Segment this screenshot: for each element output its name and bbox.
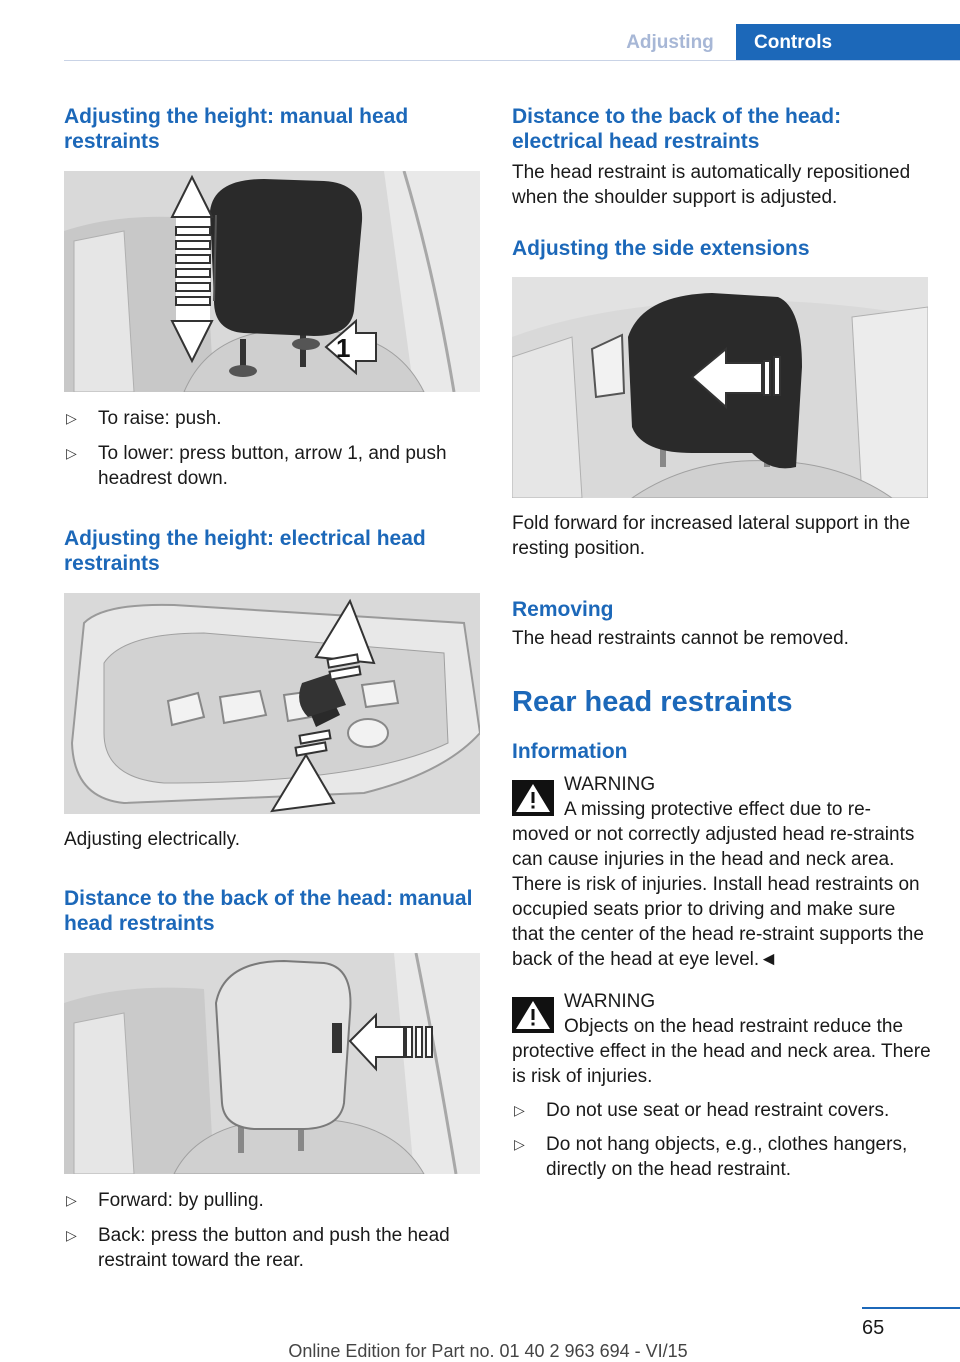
triangle-right-icon: ▷	[66, 1227, 77, 1243]
figure-caption: Adjusting electrically.	[64, 829, 241, 850]
left-column	[64, 96, 482, 1273]
section-title: Distance to the back of the head: manual head restraints	[64, 887, 473, 935]
warning-block	[512, 772, 932, 972]
section-title: Adjusting the height: manual head restraints	[64, 105, 409, 153]
right-column	[512, 96, 932, 1182]
figure-manual-distance	[64, 953, 480, 1174]
section-electrical-distance	[512, 104, 932, 210]
list-item: ▷ To raise: push.	[66, 408, 222, 429]
footer-divider	[862, 1307, 960, 1309]
header-divider	[64, 60, 960, 61]
list-item: ▷ Back: press the button and push the head restraint toward the rear.	[66, 1225, 450, 1271]
bullet-list	[64, 1188, 482, 1273]
header-section-label: Adjusting	[626, 32, 714, 53]
section-text: The head restraints cannot be removed.	[512, 628, 849, 649]
section-text: Fold forward for increased lateral support in the resting position.	[512, 513, 911, 559]
warning-triangle-icon	[512, 780, 554, 816]
warning-text: moved or not correctly adjusted head re-straints can cause injuries in the head and neck area. There is risk of injuries. Install head restraints on occupied seats prior to driving and make sure that the center of the head re-straint supports the back of the head at eye level.◄	[512, 824, 924, 970]
section-title: Adjusting the height: electrical head restraints	[64, 527, 426, 575]
section-removing	[512, 597, 932, 651]
section-side-extensions	[512, 236, 932, 561]
section-electrical-height	[64, 526, 482, 852]
triangle-right-icon: ▷	[66, 1192, 77, 1208]
section-manual-distance	[64, 886, 482, 1273]
header-chapter-tab[interactable]: Controls	[736, 24, 960, 61]
triangle-right-icon: ▷	[66, 445, 77, 461]
list-item: ▷ Forward: by pulling.	[66, 1190, 264, 1211]
warning-label: WARNING	[564, 991, 656, 1012]
list-item: ▷ To lower: press button, arrow 1, and push headrest down.	[66, 443, 447, 489]
warning-first-line: Objects on the head restraint reduce the	[564, 1016, 904, 1037]
bullet-list	[64, 406, 482, 491]
chapter-title: Rear head restraints	[512, 686, 793, 718]
section-rear-head-restraints	[512, 685, 932, 1182]
triangle-right-icon: ▷	[514, 1136, 525, 1152]
section-text: The head restraint is automatically repositioned when the shoulder support is adjusted.	[512, 162, 911, 208]
list-item: ▷ Do not hang objects, e.g., clothes hangers, directly on the head restraint.	[514, 1134, 908, 1180]
triangle-right-icon: ▷	[66, 410, 77, 426]
figure-callout-1: 1	[336, 333, 351, 363]
list-item: ▷ Do not use seat or head restraint covers.	[514, 1100, 890, 1121]
section-title: Removing	[512, 598, 614, 621]
warning-block	[512, 989, 932, 1089]
section-manual-height	[64, 104, 482, 491]
triangle-right-icon: ▷	[514, 1102, 525, 1118]
page-number: 65	[862, 1317, 885, 1339]
warning-text: protective effect in the head and neck area. There is risk of injuries.	[512, 1041, 931, 1087]
section-title: Information	[512, 740, 628, 763]
warning-first-line: A missing protective effect due to re-	[564, 799, 871, 820]
bullet-list	[512, 1098, 932, 1182]
section-title: Adjusting the side extensions	[512, 237, 810, 260]
warning-triangle-icon	[512, 997, 554, 1033]
figure-electrical-height	[64, 593, 480, 814]
section-title: Distance to the back of the head: electrical head restraints	[512, 105, 842, 153]
warning-label: WARNING	[564, 774, 656, 795]
figure-side-extensions	[512, 277, 928, 498]
figure-manual-height	[64, 171, 480, 392]
footer-edition: Online Edition for Part no. 01 40 2 963 694 - VI/15	[288, 1341, 688, 1361]
